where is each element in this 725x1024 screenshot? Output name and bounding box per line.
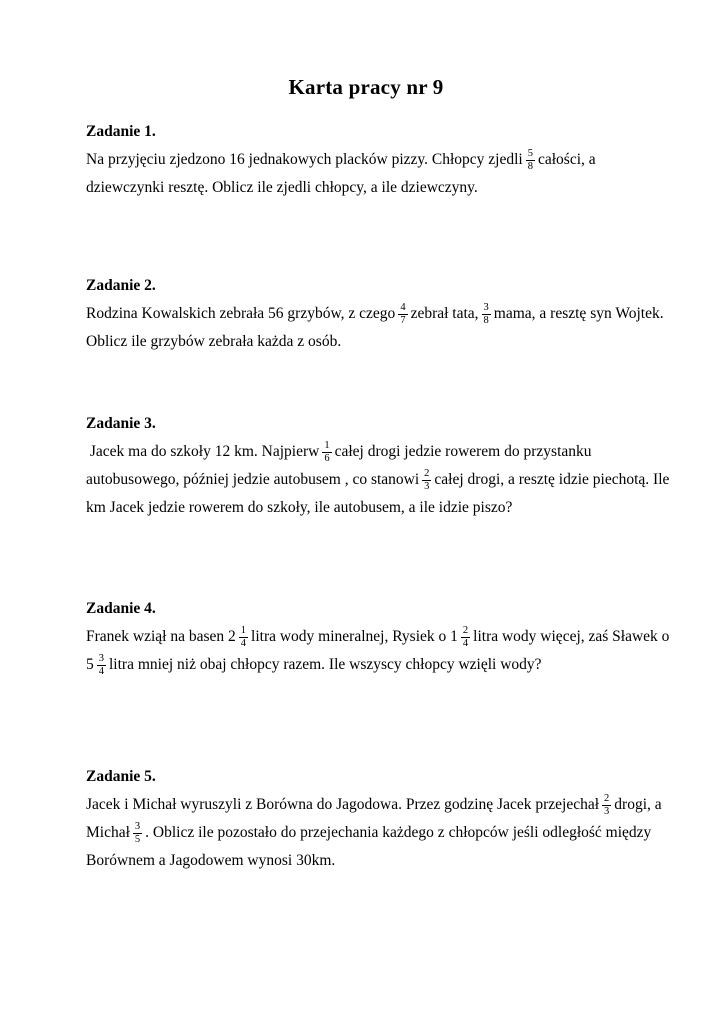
task-5-text-segment: . Oblicz ile pozostało do przejechania każdego z chłopców jeśli odległość między	[145, 824, 652, 841]
task-4-text-segment: Franek wziął na basen 2	[86, 628, 236, 645]
fraction-1-4	[239, 625, 248, 650]
fraction-numerator: 5	[526, 148, 535, 161]
task-3-heading: Zadanie 3.	[86, 415, 156, 432]
fraction-numerator: 3	[482, 302, 491, 315]
fraction-5-8	[526, 148, 535, 173]
fraction-2-3	[602, 793, 611, 818]
fraction-numerator: 1	[322, 440, 331, 453]
fraction-2-4	[461, 625, 470, 650]
task-3-body	[86, 438, 670, 522]
task-4-text-segment: 5	[86, 656, 94, 673]
fraction-denominator: 6	[324, 453, 330, 465]
task-4-text-segment: litra wody więcej, zaś Sławek o	[473, 628, 670, 645]
task-4-text-segment: litra mniej niż obaj chłopcy razem. Ile wszyscy chłopcy wzięli wody?	[109, 656, 542, 673]
fraction-denominator: 4	[98, 666, 104, 678]
task-3-text-segment: całej drogi, a resztę idzie piechotą. Ile	[434, 471, 670, 488]
task-5	[86, 763, 662, 875]
fraction-denominator: 3	[604, 806, 610, 818]
task-3	[86, 410, 670, 522]
fraction-denominator: 8	[483, 315, 489, 327]
fraction-3-5	[133, 821, 142, 846]
task-5-text-segment: Borównem a Jagodowem wynosi 30km.	[86, 852, 336, 869]
fraction-denominator: 7	[400, 315, 406, 327]
task-1-text-segment: dziewczynki resztę. Oblicz ile zjedli chłopcy, a ile dziewczyny.	[86, 179, 478, 196]
fraction-3-4	[97, 653, 106, 678]
fraction-numerator: 4	[398, 302, 407, 315]
fraction-3-8	[482, 302, 491, 327]
task-2-heading: Zadanie 2.	[86, 277, 156, 294]
document-title: Karta pracy nr 9	[288, 75, 444, 99]
task-4-heading: Zadanie 4.	[86, 600, 156, 617]
task-1-text-segment: całości, a	[537, 151, 596, 168]
task-2-text-segment: Oblicz ile grzybów zebrała każda z osób.	[86, 333, 342, 350]
fraction-numerator: 3	[97, 653, 106, 666]
fraction-numerator: 2	[602, 793, 611, 806]
task-5-body	[86, 791, 662, 875]
task-1	[86, 118, 646, 202]
task-4-body	[86, 623, 670, 679]
task-2-text-segment: zebrał tata,	[410, 305, 479, 322]
task-3-text-segment: Jacek ma do szkoły 12 km. Najpierw	[86, 443, 320, 460]
task-5-text-segment: Michał	[86, 824, 130, 841]
task-1-heading: Zadanie 1.	[86, 123, 156, 140]
fraction-1-6	[322, 440, 331, 465]
task-5-text-segment: drogi, a	[614, 796, 662, 813]
fraction-4-7	[398, 302, 407, 327]
fraction-denominator: 5	[134, 834, 141, 846]
task-3-text-segment: autobusowego, później jedzie autobusem , co stanowi	[86, 471, 420, 488]
task-2-body	[86, 300, 664, 356]
task-1-body	[86, 146, 646, 202]
fraction-denominator: 8	[527, 161, 533, 173]
task-5-heading: Zadanie 5.	[86, 768, 156, 785]
fraction-2-3	[422, 468, 431, 493]
task-2-text-segment: Rodzina Kowalskich zebrała 56 grzybów, z czego	[86, 305, 396, 322]
task-3-text-segment: km Jacek jedzie rowerem do szkoły, ile autobusem, a ile idzie piszo?	[86, 499, 513, 516]
fraction-denominator: 3	[424, 481, 430, 493]
fraction-denominator: 4	[240, 638, 247, 650]
task-4	[86, 595, 670, 679]
task-2	[86, 272, 664, 356]
fraction-denominator: 4	[462, 638, 469, 650]
task-5-text-segment: Jacek i Michał wyruszyli z Borówna do Jagodowa. Przez godzinę Jacek przejechał	[86, 796, 600, 813]
fraction-numerator: 2	[422, 468, 431, 481]
task-2-text-segment: mama, a resztę syn Wojtek.	[493, 305, 664, 322]
fraction-numerator: 1	[239, 625, 248, 638]
task-3-text-segment: całej drogi jedzie rowerem do przystanku	[334, 443, 592, 460]
task-1-text-segment: Na przyjęciu zjedzono 16 jednakowych placków pizzy. Chłopcy zjedli	[86, 151, 523, 168]
fraction-numerator: 3	[133, 821, 142, 834]
task-4-text-segment: litra wody mineralnej, Rysiek o 1	[251, 628, 458, 645]
fraction-numerator: 2	[461, 625, 470, 638]
